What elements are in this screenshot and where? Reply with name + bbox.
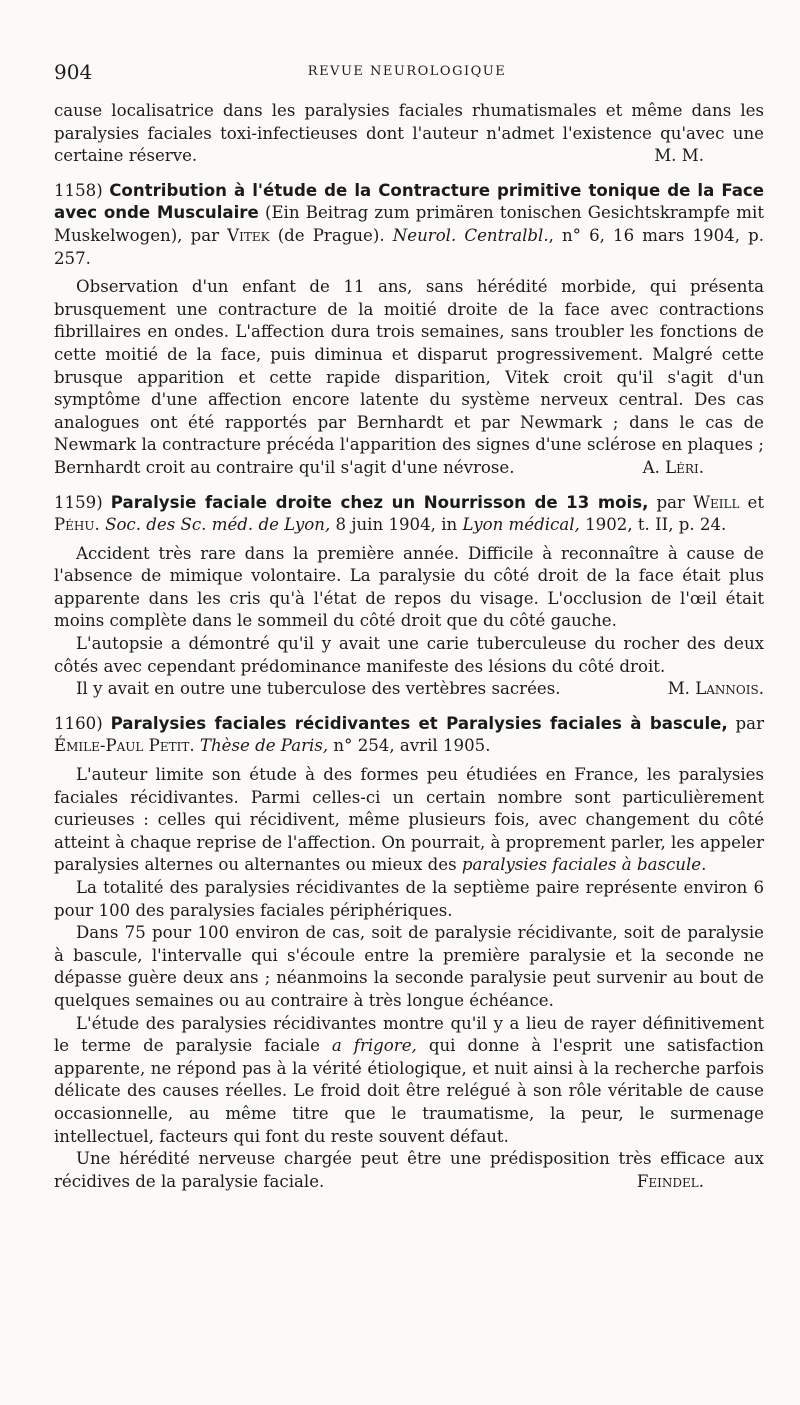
source-thesis: Thèse de Paris, bbox=[199, 736, 329, 756]
intro-signature: M. M. bbox=[654, 146, 704, 166]
ref-text: , n° 6, 16 mars 1904, p. 257. bbox=[54, 225, 764, 268]
abstract-paragraph: Dans 75 pour 100 environ de cas, soit de paralysie récidivante, soit de paralysie à bascule, l'intervalle qui s'écoule entre la première paralysie et la seconde ne dépasse guère deux ans ; néanmoins la seconde paralysie peut survenir au bout de quelques semaines ou au contraire à très longue échéance. bbox=[54, 923, 764, 1010]
abstract-text: L'étude des paralysies récidivantes montre qu'il y a lieu de rayer définitivement le terme de paralysie faciale bbox=[54, 1013, 764, 1056]
abstract-text: . bbox=[701, 855, 707, 875]
abstract-text: Observation d'un enfant de 11 ans, sans hérédité morbide, qui présenta brusquement une contracture de la moitié droite de la face avec contractions fibrillaires en ondes. L'affection dura trois semaines, sans troubler les fonctions de cette moitié de la face, puis diminua et disparut progressivement. Malgré cette brusque apparition et cette rapide disparition, Vitek croit qu'il s'agit d'un symptôme d'une affection encore latente du système nerveux central. Des cas analogues ont été rapportés par Bernhardt et par Newmark ; dans le cas de Newmark la contracture précéda l'apparition des signes d'une sclérose en plaques ; Bernhardt croit au contraire qu'il s'agit d'une névrose. bbox=[54, 277, 764, 477]
author-name: Péhu bbox=[54, 515, 95, 535]
abstract-paragraph: La totalité des paralysies récidivantes de la septième paire représente environ 6 pour 100 des paralysies faciales périphériques. bbox=[54, 878, 764, 920]
ref-text: par bbox=[648, 492, 693, 512]
abstract-paragraph: L'autopsie a démontré qu'il y avait une carie tuberculeuse du rocher des deux côtés avec cependant prédominance manifeste des lésions du côté droit. bbox=[54, 634, 764, 676]
ref-text: . bbox=[94, 515, 106, 535]
page-number: 904 bbox=[54, 60, 93, 84]
author-name: Émile-Paul Petit bbox=[54, 736, 190, 756]
abstract-text: Il y avait en outre une tuberculose des vertèbres sacrées. bbox=[76, 679, 561, 699]
source-journal: Soc. des Sc. méd. de Lyon, bbox=[105, 515, 331, 535]
entry-heading bbox=[54, 713, 764, 758]
abstract-paragraph bbox=[54, 1148, 764, 1193]
entry-heading bbox=[54, 180, 764, 270]
author-name: Vitek bbox=[227, 225, 270, 245]
abstract-text: L'auteur limite son étude à des formes peu étudiées en France, les paralysies faciales récidivantes. Parmi celles-ci un certain nombre sont particulièrement curieuses : celles qui récidivent, même plusieurs fois, avec changement du côté atteint à chaque reprise de l'affection. On pourrait, à proprement parler, les appeler paralysies alternes ou alternantes ou mieux des bbox=[54, 765, 764, 875]
entry-1159 bbox=[54, 492, 764, 701]
abstract-paragraph bbox=[54, 276, 764, 479]
abstract-text: Une hérédité nerveuse chargée peut être une prédisposition très efficace aux récidives de la paralysie faciale. bbox=[54, 1149, 764, 1191]
entry-signature: A. Léri. bbox=[642, 457, 704, 477]
abstract-text: qui donne à l'esprit une satisfaction apparente, ne répond pas à la vérité étiologique, et nuit ainsi à la recherche parfois délicate des causes réelles. Le froid doit être relégué à son rôle véritable de cause occasionnelle, au même titre que le traumatisme, la peur, le surmenage intellectuel, facteurs qui font du reste souvent défaut. bbox=[54, 1036, 764, 1146]
entry-1158 bbox=[54, 180, 764, 480]
entry-number: 1159) bbox=[54, 492, 103, 512]
journal-title: REVUE NEUROLOGIQUE bbox=[307, 64, 507, 79]
entry-number: 1158) bbox=[54, 180, 103, 200]
ref-text: et bbox=[739, 492, 764, 512]
ref-text: 8 juin 1904, in bbox=[330, 515, 463, 535]
ref-text: (Ein Beitrag zum primären tonischen Gesichtskrampfe mit Muskelwogen), par bbox=[54, 203, 764, 245]
ref-text: (de Prague). bbox=[269, 225, 393, 245]
ref-text: n° 254, avril 1905. bbox=[328, 736, 491, 756]
abstract-paragraph: Accident très rare dans la première année. Difficile à reconnaître à cause de l'absence de mimique volontaire. La paralysie du côté droit de la face était plus apparente dans les cris qu'à l'état de repos du visage. L'occlusion de l'œil était moins complète dans le sommeil du côté droit que du côté gauche. bbox=[54, 543, 764, 631]
entry-title: Paralysie faciale droite chez un Nourrisson de 13 mois, bbox=[110, 492, 649, 512]
entry-title: Contribution à l'étude de la Contracture primitive tonique de la Face avec onde Musculaire bbox=[54, 180, 764, 223]
abstract-paragraph bbox=[54, 1013, 764, 1149]
entry-heading bbox=[54, 492, 764, 537]
entry-title: Paralysies faciales récidivantes et Paralysies faciales à bascule, bbox=[110, 713, 728, 733]
abstract-paragraph bbox=[54, 764, 764, 877]
intro-paragraph bbox=[54, 100, 764, 168]
author-name: Weill bbox=[692, 492, 740, 512]
intro-text: cause localisatrice dans les paralysies faciales rhumatismales et même dans les paralysies faciales toxi-infectieuses dont l'auteur n'admet l'existence qu'avec une certaine réserve. bbox=[54, 101, 764, 166]
ref-text: par bbox=[727, 713, 764, 733]
abstract-paragraph bbox=[54, 678, 764, 701]
running-head bbox=[54, 60, 760, 86]
entry-signature: M. Lannois. bbox=[667, 679, 764, 699]
source-journal: Lyon médical, bbox=[462, 515, 580, 535]
entry-1160 bbox=[54, 713, 764, 1193]
emphasis-term: paralysies faciales à bascule bbox=[461, 855, 702, 875]
source-journal: Neurol. Centralbl. bbox=[392, 225, 549, 245]
emphasis-term: a frigore, bbox=[331, 1036, 417, 1056]
ref-text: 1902, t. II, p. 24. bbox=[579, 515, 727, 535]
entry-signature: Feindel. bbox=[636, 1171, 704, 1191]
article-body bbox=[54, 100, 764, 1193]
entry-number: 1160) bbox=[54, 713, 103, 733]
ref-text: . bbox=[189, 736, 200, 756]
